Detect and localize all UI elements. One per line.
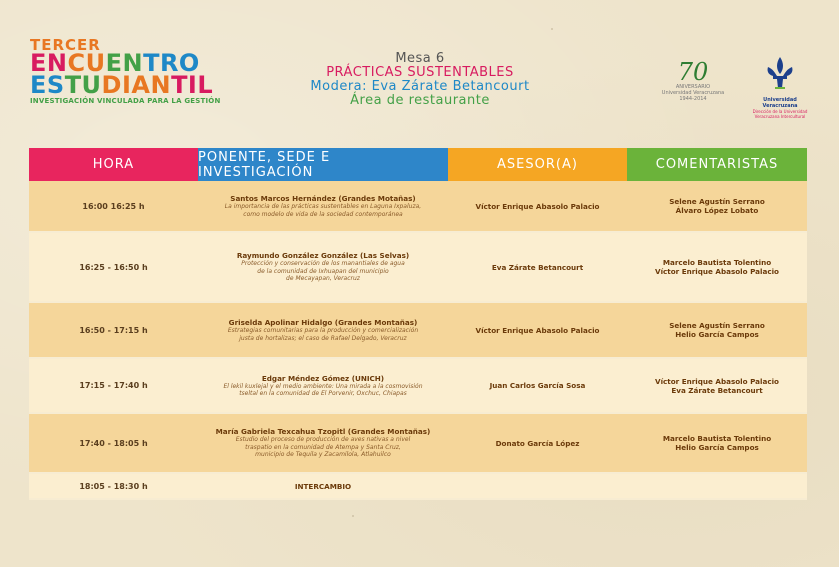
row-time: 16:50 - 17:15 h <box>79 325 148 335</box>
row-time: 16:00 16:25 h <box>82 201 145 211</box>
commentator: Marcelo Bautista Tolentino <box>662 258 772 267</box>
presenter-name: Edgar Méndez Gómez (UNICH) <box>261 373 385 383</box>
row-commentators <box>627 414 807 472</box>
logo-line-3: ESTUDIANTIL <box>30 71 214 99</box>
research-title: La importancia de las prácticas sustentables en Laguna Ixpaluza, <box>224 203 422 210</box>
row-time: 17:40 - 18:05 h <box>79 438 148 448</box>
logo-line-1: TERCER <box>30 36 101 54</box>
commentator: Víctor Enrique Abasolo Palacio <box>655 376 779 386</box>
research-title: Protección y conservación de los manantiales de agua <box>241 260 405 268</box>
commentator: Víctor Enrique Abasolo Palacio <box>655 267 779 276</box>
commentator: Selene Agustín Serrano <box>669 197 765 206</box>
anniversary-university: Universidad Veracruzana <box>661 90 725 96</box>
commentator: Marcelo Bautista Tolentino <box>662 434 772 443</box>
research-title: como modelo de vida de la sociedad contemporánea <box>243 210 403 218</box>
row-presenter <box>198 474 448 498</box>
university-logo <box>748 55 812 119</box>
anniversary-years: 1944-2014 <box>679 96 707 102</box>
session-moderator: Modera: Eva Zárate Betancourt <box>310 79 530 94</box>
presenter-name: Griselda Apolinar Hidalgo (Grandes Montañas) <box>228 318 418 327</box>
university-name: Universidad Veracruzana <box>762 97 798 109</box>
header-hora: HORA <box>29 148 198 181</box>
row-advisor <box>448 474 627 498</box>
research-title: municipio de Tequila y Zacamilola, Atlahuilco <box>255 451 391 459</box>
presenter-name: INTERCAMBIO <box>294 481 352 491</box>
row-commentators <box>627 474 807 498</box>
schedule-table <box>29 148 807 500</box>
event-logo <box>30 38 221 105</box>
row-presenter <box>198 303 448 357</box>
row-advisor: Víctor Enrique Abasolo Palacio <box>475 325 600 335</box>
row-commentators <box>627 181 807 231</box>
research-title: de Mecayapan, Veracruz <box>286 275 360 283</box>
row-advisor: Donato García López <box>495 438 580 448</box>
row-advisor: Juan Carlos García Sosa <box>489 381 586 390</box>
table-row <box>29 303 807 359</box>
anniversary-text: ANIVERSARIO <box>675 84 711 90</box>
presenter-name: María Gabriela Texcahua Tzopitl (Grandes Montañas) <box>215 427 431 437</box>
anniversary-number: 70 <box>677 58 709 86</box>
session-location: Área de restaurante <box>350 93 490 108</box>
row-presenter <box>198 233 448 301</box>
row-commentators <box>627 359 807 412</box>
table-row <box>29 414 807 474</box>
table-row <box>29 474 807 500</box>
research-title: justa de hortalizas; el caso de Rafael Delgado, Veracruz <box>239 334 407 342</box>
row-presenter <box>198 359 448 412</box>
commentator: Selene Agustín Serrano <box>669 321 765 330</box>
fleur-de-lis-icon <box>765 55 795 91</box>
row-time: 17:15 - 17:40 h <box>79 381 148 390</box>
row-presenter <box>198 414 448 472</box>
header-asesor: ASESOR(A) <box>448 148 627 181</box>
session-number: Mesa 6 <box>395 51 445 66</box>
research-title: El lekil kuxlejal y el medio ambiente: Una mirada a la cosmovisión <box>223 382 423 390</box>
header-comentaristas: COMENTARISTAS <box>627 148 807 181</box>
session-title: PRÁCTICAS SUSTENTABLES <box>326 65 514 80</box>
research-title: tseltal en la comunidad de El Porvenir, Oxchuc, Chiapas <box>239 390 407 397</box>
research-title: de la comunidad de Ixhuapan del municipio <box>257 267 389 275</box>
header-ponente: PONENTE, SEDE E INVESTIGACIÓN <box>198 148 448 181</box>
research-title: Estudio del proceso de producción de aves nativas a nivel <box>235 436 411 444</box>
row-advisor: Víctor Enrique Abasolo Palacio <box>475 201 600 211</box>
row-time: 16:25 - 16:50 h <box>79 262 148 272</box>
presenter-name: Raymundo González González (Las Selvas) <box>236 251 410 261</box>
logo-tagline: INVESTIGACIÓN VINCULADA PARA LA GESTIÓN <box>30 97 221 105</box>
commentator: Helio García Campos <box>675 443 759 452</box>
row-presenter <box>198 181 448 231</box>
university-subtitle: Dirección de la Universidad Veracruzana Intercultural <box>752 109 808 119</box>
research-title: Estrategias comunitarias para la producción y comercialización <box>227 327 419 334</box>
commentator: Álvaro López Lobato <box>675 206 759 215</box>
table-header <box>29 148 807 181</box>
research-title: traspatio en la comunidad de Atempa y Santa Cruz, <box>245 443 401 451</box>
table-row <box>29 233 807 303</box>
commentator: Eva Zárate Betancourt <box>671 385 763 395</box>
row-commentators <box>627 303 807 357</box>
paper-speck <box>551 28 553 30</box>
table-row <box>29 181 807 233</box>
presenter-name: Santos Marcos Hernández (Grandes Motañas) <box>230 194 416 203</box>
session-header <box>270 52 570 108</box>
row-advisor: Eva Zárate Betancourt <box>491 262 584 272</box>
row-commentators <box>627 233 807 301</box>
table-row <box>29 359 807 414</box>
paper-speck <box>352 515 354 517</box>
anniversary-logo <box>660 60 726 102</box>
logo-line-2: ENCUENTRO <box>30 49 200 77</box>
commentator: Helio García Campos <box>675 330 759 339</box>
row-time: 18:05 - 18:30 h <box>79 481 148 491</box>
